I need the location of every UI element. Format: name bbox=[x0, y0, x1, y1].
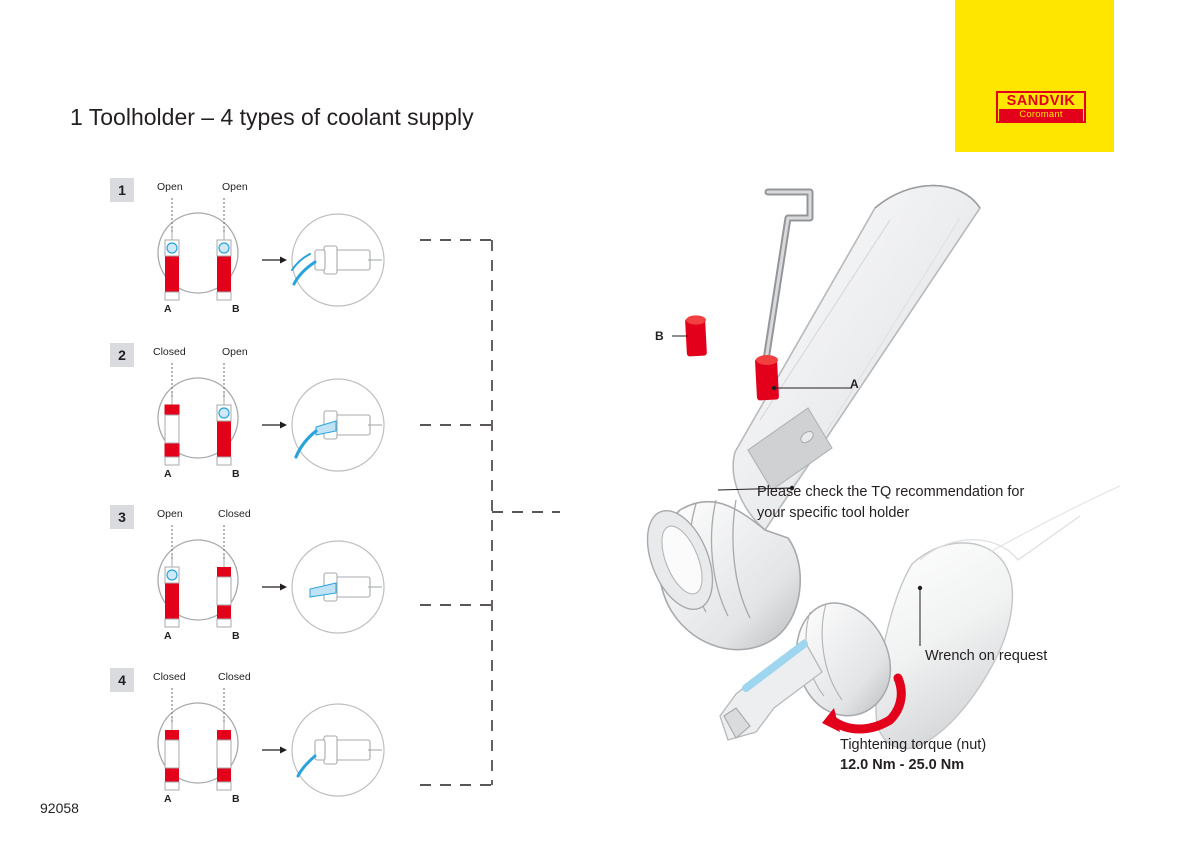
page-title: 1 Toolholder – 4 types of coolant supply bbox=[70, 104, 474, 130]
step-4-port-a-label: A bbox=[164, 793, 172, 805]
step-number-badge: 4 bbox=[110, 668, 134, 692]
step-number-badge: 2 bbox=[110, 343, 134, 367]
brand-color-block bbox=[955, 0, 1114, 152]
step-3-right-state: Closed bbox=[218, 508, 251, 520]
step-2-right-state: Open bbox=[222, 346, 248, 358]
step-3-port-a-label: A bbox=[164, 630, 172, 642]
tightening-torque-label: Tightening torque (nut) bbox=[840, 737, 987, 753]
brand-name-top: SANDVIK bbox=[1006, 93, 1076, 109]
marker-a-label: A bbox=[850, 377, 859, 391]
step-3-left-state: Open bbox=[157, 508, 183, 520]
tq-note-line-1: Please check the TQ recommendation for bbox=[757, 484, 1025, 500]
step-1-left-state: Open bbox=[157, 181, 183, 193]
step-2-port-b-label: B bbox=[232, 468, 240, 480]
tightening-torque-value: 12.0 Nm - 25.0 Nm bbox=[840, 757, 965, 773]
step-4-right-state: Closed bbox=[218, 671, 251, 683]
step-1-port-b-label: B bbox=[232, 303, 240, 315]
step-1-right-state: Open bbox=[222, 181, 248, 193]
document-code: 92058 bbox=[40, 800, 79, 816]
step-2-port-a-label: A bbox=[164, 468, 172, 480]
toolholder-illustration bbox=[560, 160, 1180, 800]
step-number-badge: 3 bbox=[110, 505, 134, 529]
step-4-left-state: Closed bbox=[153, 671, 186, 683]
tq-note-line-2: your specific tool holder bbox=[757, 505, 910, 521]
step-3-port-b-label: B bbox=[232, 630, 240, 642]
bracket-connector bbox=[400, 220, 570, 800]
step-number-badge: 1 bbox=[110, 178, 134, 202]
marker-b-label: B bbox=[655, 329, 664, 343]
wrench-on-request-note: Wrench on request bbox=[925, 648, 1048, 664]
step-2-diagram bbox=[110, 343, 410, 503]
step-4-port-b-label: B bbox=[232, 793, 240, 805]
step-3-diagram bbox=[110, 505, 410, 665]
step-1-diagram bbox=[110, 178, 410, 338]
sandvik-coromant-logo bbox=[996, 91, 1086, 123]
step-4-diagram bbox=[110, 668, 410, 828]
step-1-port-a-label: A bbox=[164, 303, 172, 315]
brand-name-bottom: Coromant bbox=[999, 109, 1083, 121]
step-2-left-state: Closed bbox=[153, 346, 186, 358]
tq-recommendation-note bbox=[757, 482, 1024, 524]
